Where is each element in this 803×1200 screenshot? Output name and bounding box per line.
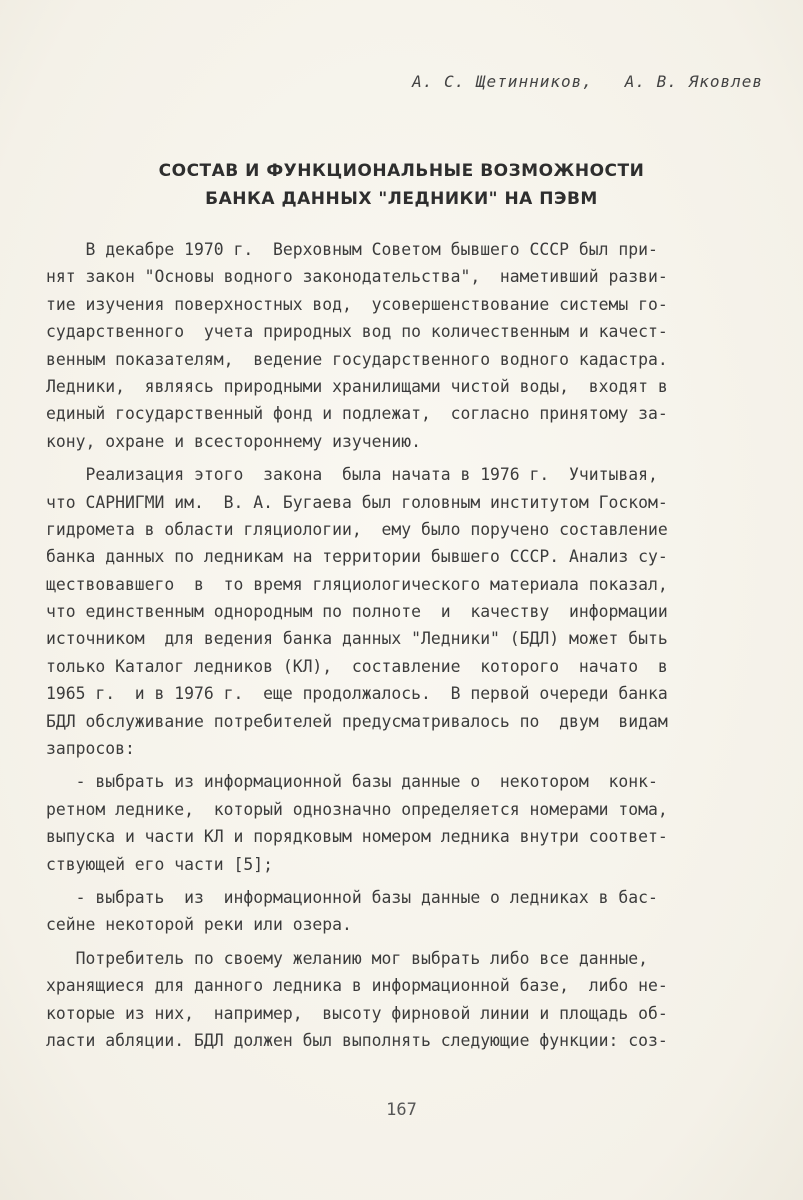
text-line: - выбрать из информационной базы данные о некотором конк-: [46, 772, 658, 792]
text-line: кону, охране и всестороннему изучению.: [46, 431, 421, 451]
authors-line: А. С. Щетинников, А. В. Яковлев: [412, 72, 763, 91]
text-line: источником для ведения банка данных "Ледники" (БДЛ) может быть: [46, 629, 668, 649]
text-line: выпуска и части КЛ и порядковым номером ледника внутри соответ-: [46, 827, 668, 847]
text-line: В декабре 1970 г. Верховным Советом бывшего СССР был при-: [46, 240, 658, 259]
text-line: Потребитель по своему желанию мог выбрать либо все данные,: [46, 948, 648, 968]
text-line: венным показателям, ведение государственного водного кадастра.: [46, 349, 668, 369]
paragraph: [46, 461, 766, 762]
article-title: [0, 157, 803, 213]
text-line: сейне некоторой реки или озера.: [46, 915, 352, 935]
title-line-2: БАНКА ДАННЫХ "ЛЕДНИКИ" НА ПЭВМ: [205, 189, 598, 209]
text-line: банка данных по ледникам на территории бывшего СССР. Анализ су-: [46, 547, 668, 567]
paragraph: [46, 768, 766, 878]
text-line: запросов:: [46, 739, 135, 759]
text-line: нят закон "Основы водного законодательства", наметивший разви-: [46, 267, 668, 287]
text-line: сударственного учета природных вод по количественным и качест-: [46, 322, 668, 342]
paragraph: [46, 884, 766, 939]
text-line: ствующей его части [5];: [46, 854, 273, 874]
paragraph: [46, 945, 766, 1055]
article-body: [46, 236, 766, 1054]
text-line: гидромета в области гляциологии, ему было поручено составление: [46, 519, 668, 539]
text-line: только Каталог ледников (КЛ), составление которого начато в: [46, 656, 668, 676]
text-line: Реализация этого закона была начата в 1976 г. Учитывая,: [46, 465, 658, 485]
text-line: тие изучения поверхностных вод, усовершенствование системы го-: [46, 294, 668, 314]
paragraph: [46, 236, 766, 455]
text-line: ществовавшего в то время гляциологического материала показал,: [46, 574, 668, 594]
text-line: что единственным однородным по полноте и качеству информации: [46, 602, 668, 622]
text-line: 1965 г. и в 1976 г. еще продолжалось. В первой очереди банка: [46, 684, 668, 704]
text-line: ретном леднике, который однозначно определяется номерами тома,: [46, 799, 668, 819]
text-line: БДЛ обслуживание потребителей предусматривалось по двум видам: [46, 711, 668, 731]
text-line: что САРНИГМИ им. В. А. Бугаева был головным институтом Госком-: [46, 492, 668, 512]
text-line: - выбрать из информационной базы данные о ледниках в бас-: [46, 887, 658, 907]
text-line: единый государственный фонд и подлежат, согласно принятому за-: [46, 404, 668, 424]
text-line: которые из них, например, высоту фирновой линии и площадь об-: [46, 1003, 668, 1023]
text-line: Ледники, являясь природными хранилищами чистой воды, входят в: [46, 376, 668, 396]
text-line: хранящиеся для данного ледника в информационной базе, либо не-: [46, 976, 668, 996]
text-line: ласти абляции. БДЛ должен был выполнять следующие функции: соз-: [46, 1030, 668, 1050]
title-line-1: СОСТАВ И ФУНКЦИОНАЛЬНЫЕ ВОЗМОЖНОСТИ: [158, 161, 645, 181]
page-number: 167: [386, 1100, 417, 1120]
